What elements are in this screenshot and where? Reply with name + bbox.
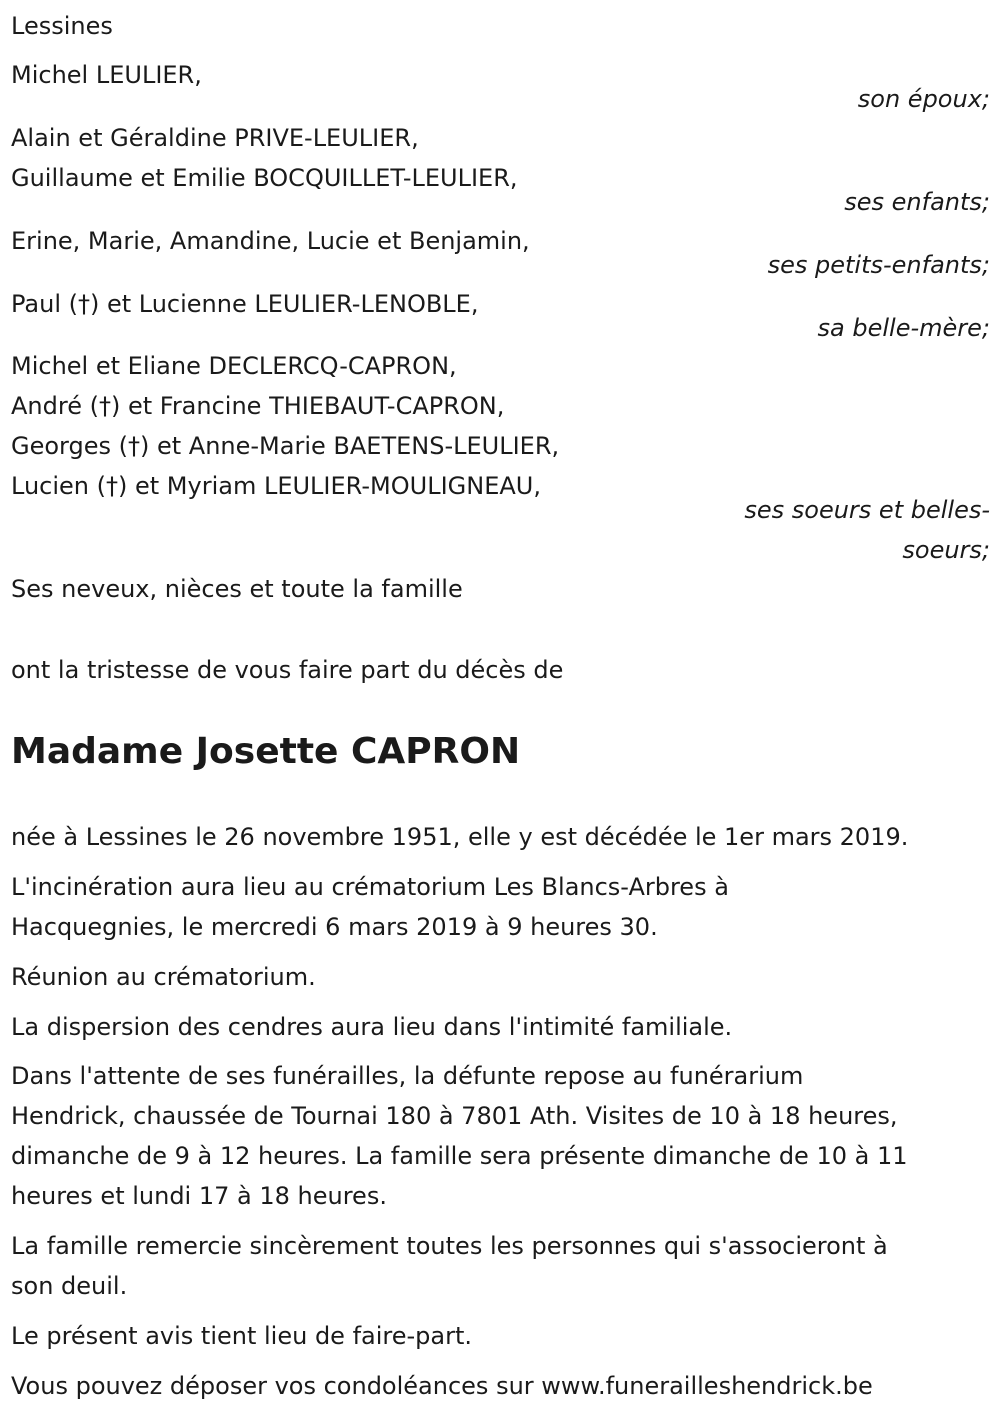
detail-line: Le présent avis tient lieu de faire-part. bbox=[11, 1322, 473, 1350]
detail-line: son deuil. bbox=[11, 1272, 128, 1300]
family-name-line: Erine, Marie, Amandine, Lucie et Benjamin, bbox=[11, 227, 530, 255]
detail-line: Dans l'attente de ses funérailles, la défunte repose au funérarium bbox=[11, 1062, 804, 1090]
detail-line: Hacquegnies, le mercredi 6 mars 2019 à 9 heures 30. bbox=[11, 913, 658, 941]
family-name-line: Guillaume et Emilie BOCQUILLET-LEULIER, bbox=[11, 164, 518, 192]
family-name-line: Georges (†) et Anne-Marie BAETENS-LEULIER, bbox=[11, 432, 560, 460]
relation-label: ses enfants; bbox=[844, 188, 990, 216]
detail-line: Réunion au crématorium. bbox=[11, 963, 316, 991]
announcement-line: ont la tristesse de vous faire part du décès de bbox=[11, 656, 564, 684]
detail-line: La famille remercie sincèrement toutes les personnes qui s'associeront à bbox=[11, 1232, 888, 1260]
detail-line: née à Lessines le 26 novembre 1951, elle y est décédée le 1er mars 2019. bbox=[11, 823, 909, 851]
deceased-name: Madame Josette CAPRON bbox=[11, 731, 521, 772]
relation-label: ses soeurs et belles- bbox=[744, 496, 990, 524]
family-name-line: Michel et Eliane DECLERCQ-CAPRON, bbox=[11, 352, 457, 380]
extended-family-line: Ses neveux, nièces et toute la famille bbox=[11, 575, 463, 603]
family-name-line: André (†) et Francine THIEBAUT-CAPRON, bbox=[11, 392, 505, 420]
detail-line: Hendrick, chaussée de Tournai 180 à 7801 Ath. Visites de 10 à 18 heures, bbox=[11, 1102, 898, 1130]
relation-label: ses petits-enfants; bbox=[767, 251, 990, 279]
detail-line: dimanche de 9 à 12 heures. La famille sera présente dimanche de 10 à 11 bbox=[11, 1142, 908, 1170]
relation-label: soeurs; bbox=[902, 536, 990, 564]
relation-label: son époux; bbox=[857, 85, 990, 113]
family-name-line: Paul (†) et Lucienne LEULIER-LENOBLE, bbox=[11, 290, 479, 318]
detail-line: L'incinération aura lieu au crématorium Les Blancs-Arbres à bbox=[11, 873, 729, 901]
family-name-line: Michel LEULIER, bbox=[11, 61, 202, 89]
relation-label: sa belle-mère; bbox=[817, 314, 990, 342]
detail-line: La dispersion des cendres aura lieu dans l'intimité familiale. bbox=[11, 1013, 733, 1041]
detail-line: heures et lundi 17 à 18 heures. bbox=[11, 1182, 387, 1210]
condolences-line: Vous pouvez déposer vos condoléances sur www.funerailleshendrick.be bbox=[11, 1372, 873, 1400]
family-name-line: Lucien (†) et Myriam LEULIER-MOULIGNEAU, bbox=[11, 472, 541, 500]
city-line: Lessines bbox=[11, 12, 113, 40]
family-name-line: Alain et Géraldine PRIVE-LEULIER, bbox=[11, 124, 419, 152]
